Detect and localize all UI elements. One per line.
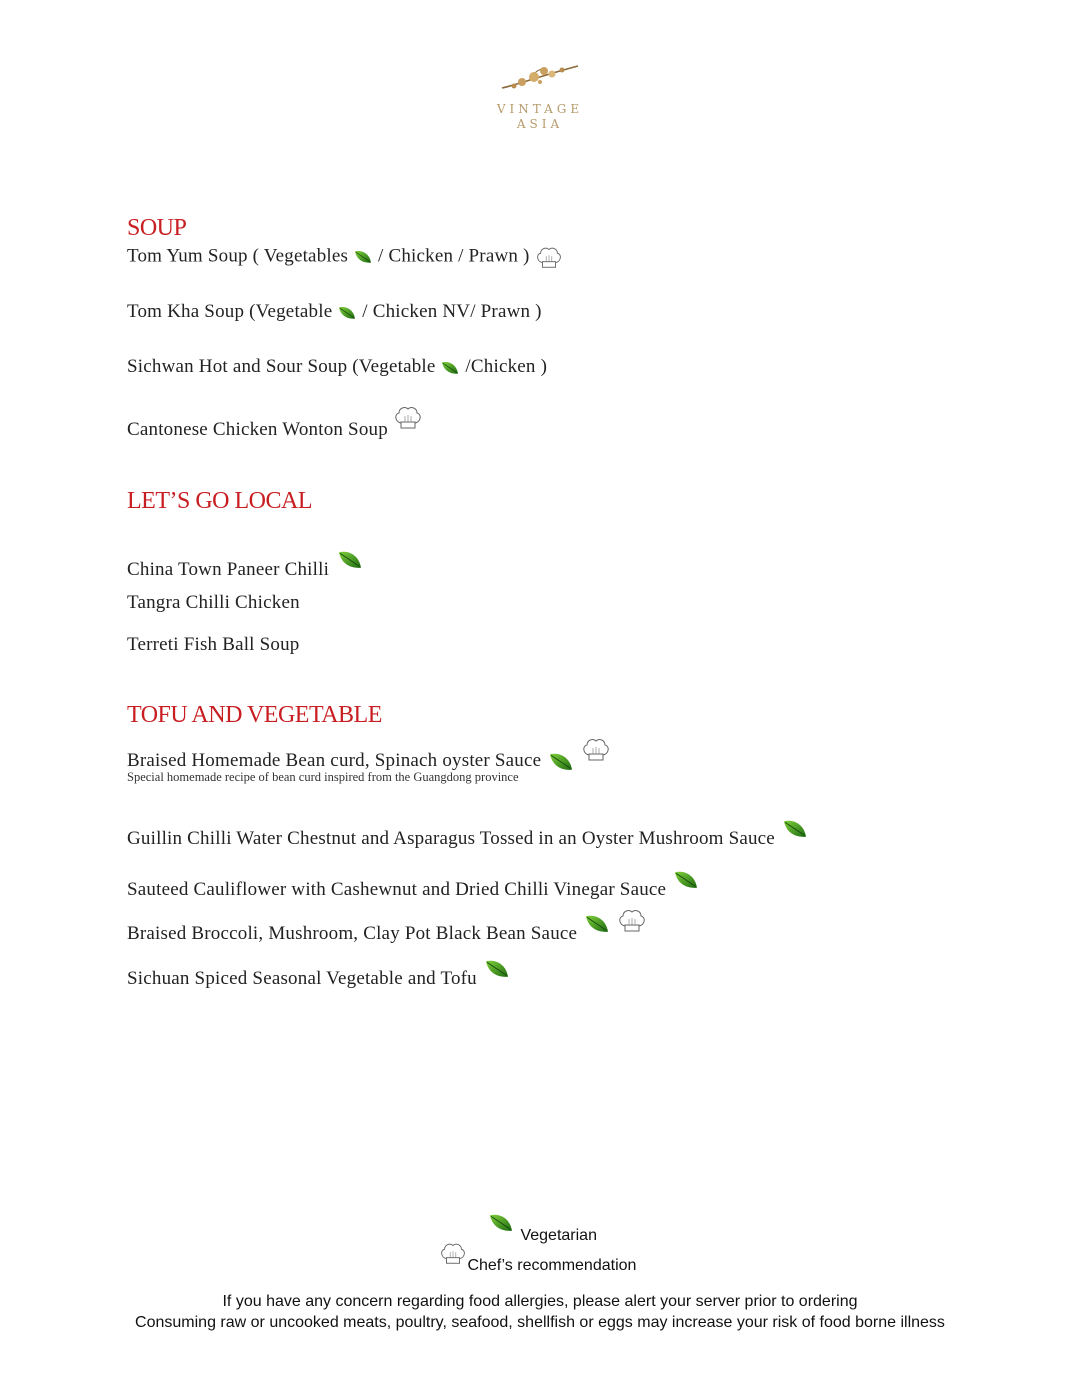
vegetarian-leaf-icon [486,1212,516,1234]
vegetarian-leaf-icon [780,818,810,840]
item-name: Sauteed Cauliflower with Cashewnut and Dried Chilli Vinegar Sauce [127,879,667,900]
vegetarian-leaf-icon [482,958,512,980]
item-name: Guillin Chilli Water Chestnut and Asparagus Tossed in an Oyster Mushroom Sauce [127,828,775,849]
brand-name-line2: ASIA [516,117,564,131]
item-name: Cantonese Chicken Wonton Soup [127,419,388,440]
legend-chef-label: Chef’s recommendation [467,1257,637,1274]
vegetarian-leaf-icon [334,549,366,571]
brand-logo [480,62,600,136]
menu-item-sichwan-hot-sour [127,355,547,379]
section-title-tofu: TOFU AND VEGETABLE [127,702,382,728]
allergy-disclaimer: If you have any concern regarding food allergies, please alert your server prior to ordering [222,1293,858,1310]
menu-item-sichuan-vegetable-tofu [127,958,512,991]
item-name: Braised Homemade Bean curd, Spinach oyster Sauce [127,750,542,771]
item-name: Sichwan Hot and Sour Soup (Vegetable [127,356,436,377]
item-name: Tom Kha Soup (Vegetable [127,301,333,322]
menu-item-fish-ball-soup: Terreti Fish Ball Soup [127,634,300,655]
section-title-local: LET’S GO LOCAL [127,488,312,514]
brand-name-line1: VINTAGE [496,102,584,116]
chef-hat-icon [581,736,611,762]
menu-item-cantonese-wonton [127,403,423,442]
vegetarian-leaf-icon [582,913,612,935]
item-name: Tom Yum Soup ( Vegetables [127,245,349,267]
item-options: / Chicken / Prawn ) [378,245,530,267]
item-name: China Town Paneer Chilli [127,559,330,580]
menu-item-tom-yum [127,244,563,270]
legend-chef [439,1240,636,1276]
raw-food-disclaimer: Consuming raw or uncooked meats, poultry, seafood, shellfish or eggs may increase your risk of food borne illness [135,1314,945,1331]
chef-hat-icon [439,1240,467,1266]
item-name: Sichuan Spiced Seasonal Vegetable and Tofu [127,968,477,989]
menu-item-tangra-chicken: Tangra Chilli Chicken [127,592,300,613]
menu-item-braised-broccoli [127,907,647,946]
chef-hat-icon [535,244,563,270]
item-name: Braised Broccoli, Mushroom, Clay Pot Black Bean Sauce [127,923,578,944]
menu-item-paneer-chilli [127,549,366,582]
chef-hat-icon [393,403,423,431]
vegetarian-leaf-icon [353,249,373,265]
vegetarian-leaf-icon [440,360,460,376]
legend-vegetarian-label: Vegetarian [520,1227,597,1244]
menu-item-guillin-chestnut [127,818,810,851]
item-options: /Chicken ) [465,356,548,377]
vegetarian-leaf-icon [671,869,701,891]
menu-item-braised-bean-curd [127,736,611,773]
chef-hat-icon [617,907,647,933]
item-description: Special homemade recipe of bean curd inspired from the Guangdong province [127,770,519,784]
vegetarian-leaf-icon [337,305,357,321]
blossom-branch-icon [500,62,580,96]
item-options: / Chicken NV/ Prawn ) [362,301,542,322]
menu-item-sauteed-cauliflower [127,869,701,902]
menu-item-tom-kha [127,300,542,324]
section-title-soup: SOUP [127,215,187,241]
vegetarian-leaf-icon [546,751,576,773]
